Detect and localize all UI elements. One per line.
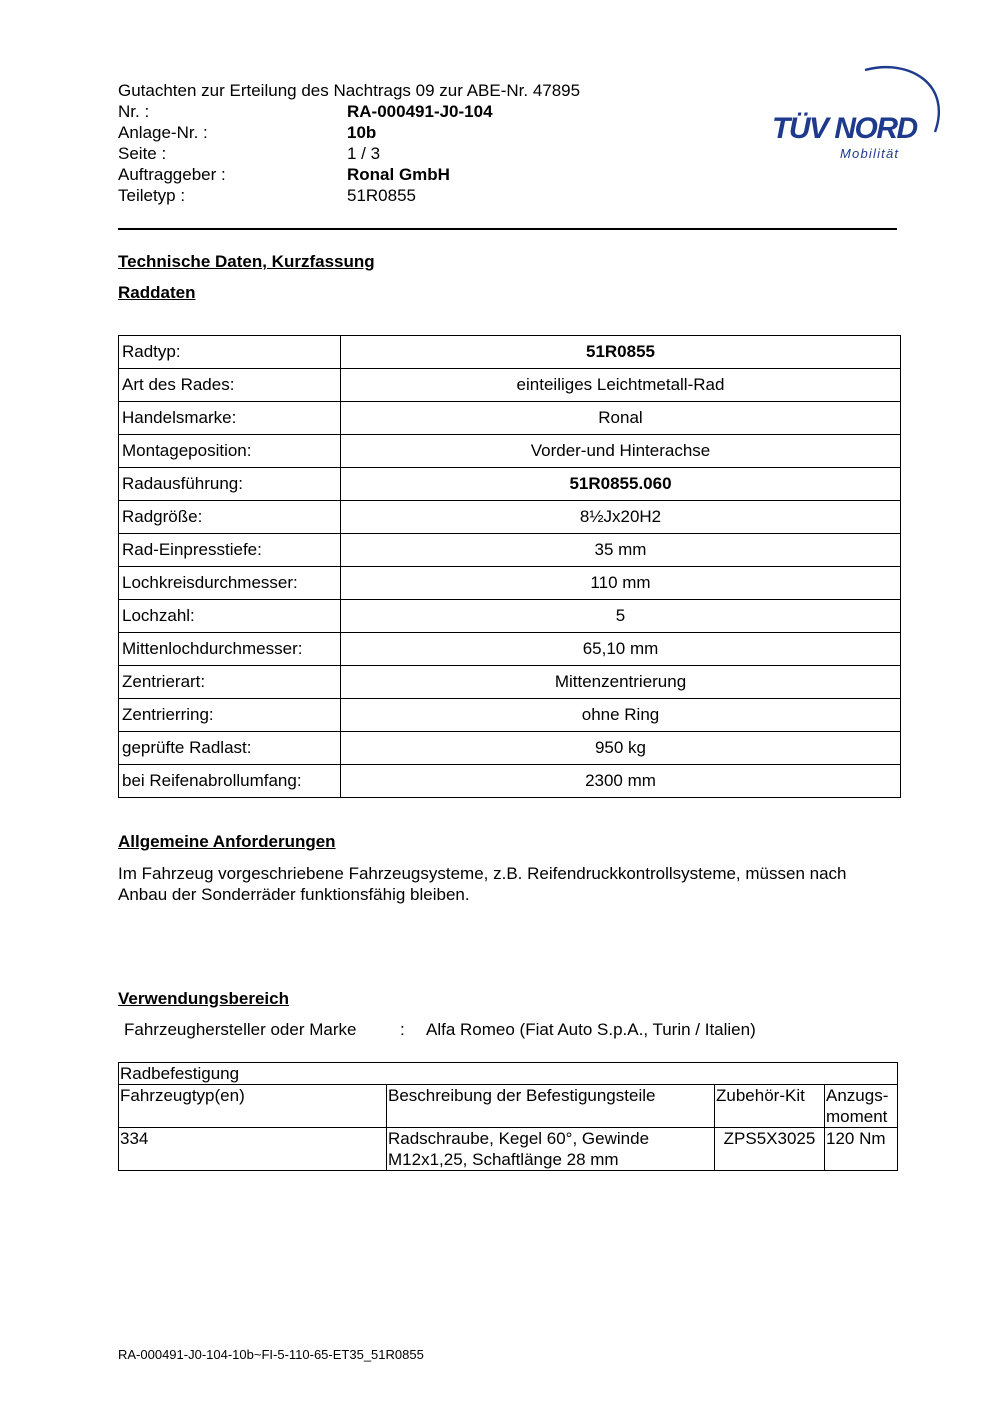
table-cell: 120 Nm [825,1128,898,1171]
section-heading-technische-daten: Technische Daten, Kurzfassung [118,252,375,271]
row-value: 65,10 mm [341,633,901,666]
row-value: 5 [341,600,901,633]
header-value: RA-000491-J0-104 [347,102,493,121]
row-value: 35 mm [341,534,901,567]
header-row-seite [118,143,580,164]
row-value: ohne Ring [341,699,901,732]
header-label: Auftraggeber : [118,165,226,184]
logo-subtitle: Mobilität [840,146,900,161]
table-row [119,765,901,798]
table-row [119,534,901,567]
row-value: 110 mm [341,567,901,600]
header-row-auftraggeber [118,164,580,185]
table-cell: 334 [119,1128,387,1171]
table-cell: Radschraube, Kegel 60°, Gewinde M12x1,25, Schaftlänge 28 mm [387,1128,715,1171]
header-row-nr [118,101,580,122]
table-row [119,402,901,435]
header-value: Ronal GmbH [347,165,450,184]
row-label: geprüfte Radlast: [119,732,341,765]
row-label: Zentrierring: [119,699,341,732]
header-label: Teiletyp : [118,186,186,205]
row-label: Art des Rades: [119,369,341,402]
table-title: Radbefestigung [119,1063,898,1085]
row-label: Mittenlochdurchmesser: [119,633,341,666]
table-row [119,600,901,633]
verwendung-value: Alfa Romeo (Fiat Auto S.p.A., Turin / Italien) [426,1020,756,1039]
tuev-nord-logo [770,60,945,165]
header-value: 10b [347,123,377,142]
table-row [119,468,901,501]
row-value: Mittenzentrierung [341,666,901,699]
row-value: 8½Jx20H2 [341,501,901,534]
verwendung-label: Fahrzeughersteller oder Marke [124,1020,357,1039]
row-label: Handelsmarke: [119,402,341,435]
table-row [119,732,901,765]
svg-text:TÜV NORD: TÜV NORD [772,112,917,145]
row-label: bei Reifenabrollumfang: [119,765,341,798]
header-row-teiletyp [118,185,580,206]
document-header [118,80,580,206]
section-heading-verwendung: Verwendungsbereich [118,989,289,1008]
table-row [119,369,901,402]
column-header: Beschreibung der Befestigungsteile [387,1085,715,1128]
row-value: 51R0855.060 [341,468,901,501]
document-title: Gutachten zur Erteilung des Nachtrags 09 zur ABE-Nr. 47895 [118,81,581,100]
row-value: 2300 mm [341,765,901,798]
allgemeine-text: Im Fahrzeug vorgeschriebene Fahrzeugsysteme, z.B. Reifendruckkontrollsysteme, müssen nach Anbau der Sonderräder funktionsfähig bleiben. [118,864,847,904]
document-footer: RA-000491-J0-104-10b~FI-5-110-65-ET35_51R0855 [118,1347,424,1362]
header-value: 1 / 3 [347,144,381,163]
row-label: Zentrierart: [119,666,341,699]
row-label: Lochkreisdurchmesser: [119,567,341,600]
table-cell: ZPS5X3025 [715,1128,825,1171]
column-header: Anzugs-moment [825,1085,898,1128]
row-label: Radausführung: [119,468,341,501]
table-row [119,666,901,699]
row-value: 51R0855 [341,336,901,369]
row-value: Vorder-und Hinterachse [341,435,901,468]
header-value: 51R0855 [347,186,417,205]
table-row [119,336,901,369]
row-value: Ronal [341,402,901,435]
table-title-row [119,1063,898,1085]
column-header: Fahrzeugtyp(en) [119,1085,387,1128]
table-row [119,501,901,534]
table-row [119,633,901,666]
column-header: Zubehör-Kit [715,1085,825,1128]
table-row [119,1128,898,1171]
radbefestigung-table [118,1062,898,1171]
header-divider [118,228,897,230]
header-label: Seite : [118,144,167,163]
header-row-anlage [118,122,580,143]
row-label: Rad-Einpresstiefe: [119,534,341,567]
row-value: einteiliges Leichtmetall-Rad [341,369,901,402]
section-heading-allgemeine: Allgemeine Anforderungen [118,832,336,851]
row-label: Montageposition: [119,435,341,468]
table-header-row [119,1085,898,1128]
table-row [119,435,901,468]
row-label: Radtyp: [119,336,341,369]
verwendung-row [124,1020,756,1040]
raddaten-table [118,335,901,798]
row-label: Lochzahl: [119,600,341,633]
row-value: 950 kg [341,732,901,765]
section-heading-raddaten: Raddaten [118,283,196,302]
row-label: Radgröße: [119,501,341,534]
table-row [119,567,901,600]
header-label: Anlage-Nr. : [118,123,208,142]
header-label: Nr. : [118,102,150,121]
table-row [119,699,901,732]
verwendung-separator: : [400,1020,405,1039]
